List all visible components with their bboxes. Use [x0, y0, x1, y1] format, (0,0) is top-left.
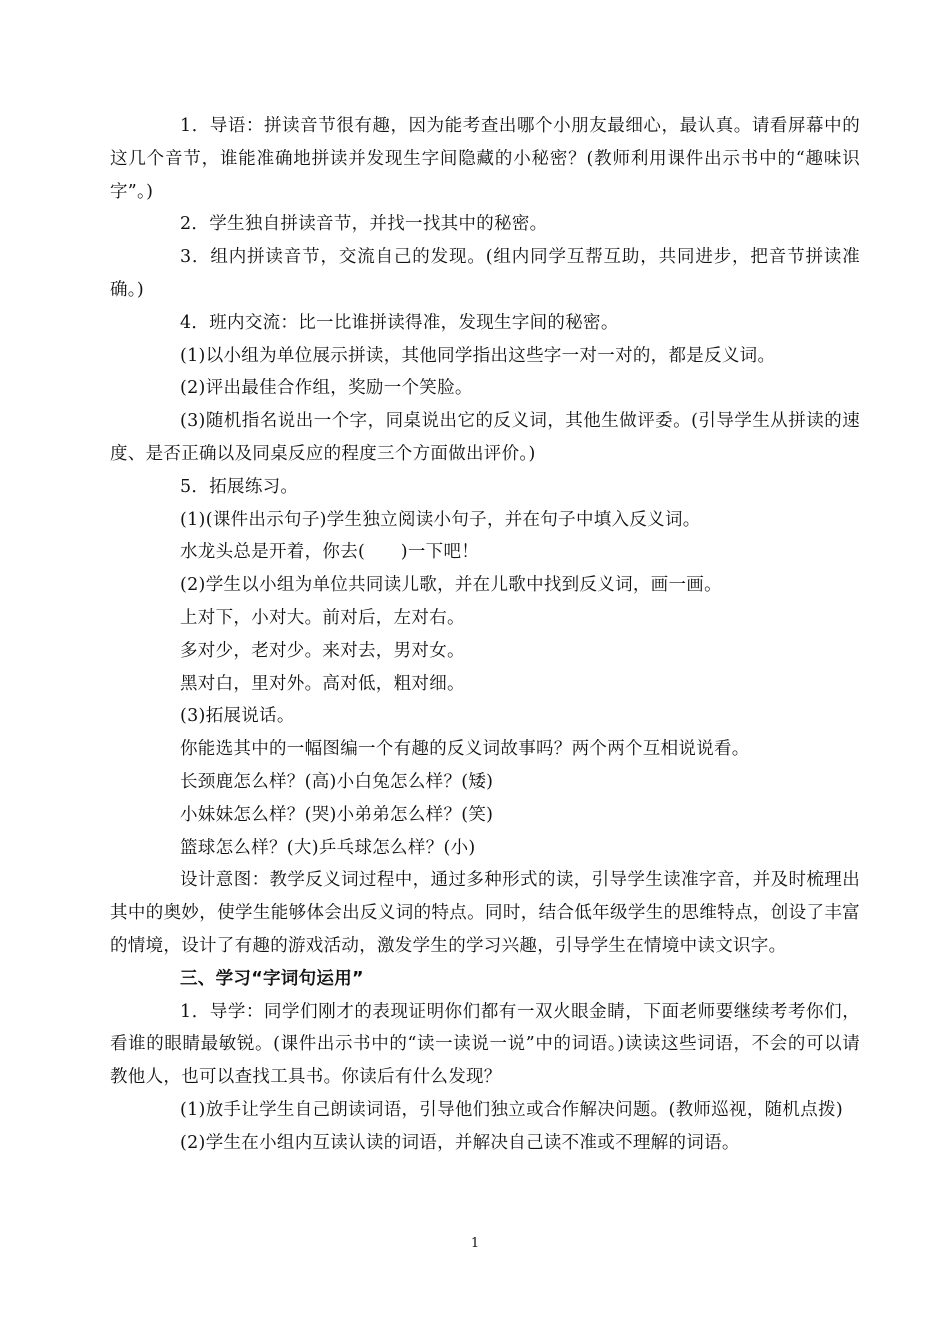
section-heading: 三、学习“字词句运用”	[180, 968, 364, 989]
paragraph-step-5-item-3: (3)拓展说话。	[180, 706, 295, 727]
paragraph-step-5-item-2: (2)学生以小组为单位共同读儿歌，并在儿歌中找到反义词，画一画。	[180, 575, 722, 596]
paragraph-design-intent: 设计意图：教学反义词过程中，通过多种形式的读，引导学生读准字音，并及时梳理出其中的奥妙，使学生能够体会出反义词的特点。同时，结合低年级学生的思维特点，创设了丰富的情境，设计了有趣的游戏活动，激发学生的学习兴趣，引导学生在情境中读文识字。	[110, 870, 860, 956]
paragraph-rhyme-line-3: 黑对白，里对外。高对低，粗对细。	[180, 673, 465, 694]
paragraph-step-5: 5．拓展练习。	[180, 476, 299, 497]
paragraph-question-3: 篮球怎么样？(大)乒乓球怎么样？(小)	[180, 837, 476, 858]
paragraph-question-2: 小妹妹怎么样？(哭)小弟弟怎么样？(笑)	[180, 804, 494, 825]
paragraph-step-2: 2．学生独自拼读音节，并找一找其中的秘密。	[180, 214, 548, 235]
document-body	[110, 110, 860, 1160]
paragraph-step-3: 3．组内拼读音节，交流自己的发现。(组内同学互帮互助，共同进步，把音节拼读准确。)	[110, 247, 860, 300]
paragraph-intro-step-1: 1．导语：拼读音节很有趣，因为能考查出哪个小朋友最细心，最认真。请看屏幕中的这几个音节，谁能准确地拼读并发现生字间隐藏的小秘密？(教师利用课件出示书中的“趣味识字”。)	[110, 116, 860, 202]
paragraph-step-4-item-1: (1)以小组为单位展示拼读，其他同学指出这些字一对一对的，都是反义词。	[180, 345, 776, 366]
paragraph-step-5-item-1: (1)(课件出示句子)学生独立阅读小句子，并在句子中填入反义词。	[180, 509, 701, 530]
paragraph-step-4-item-2: (2)评出最佳合作组，奖励一个笑脸。	[180, 378, 473, 399]
paragraph-guide-item-2: (2)学生在小组内互读认读的词语，并解决自己读不准或不理解的词语。	[180, 1132, 740, 1153]
paragraph-guide-step-1: 1．导学：同学们刚才的表现证明你们都有一双火眼金睛，下面老师要继续考考你们，看谁的眼睛最敏锐。(课件出示书中的“读一读说一说”中的词语。)读读这些词语，不会的可以请教他人，也可以查找工具书。你读后有什么发现？	[110, 1001, 860, 1088]
paragraph-fill-in-sentence: 水龙头总是开着，你去( )一下吧！	[180, 542, 480, 563]
paragraph-rhyme-line-2: 多对少，老对少。来对去，男对女。	[180, 640, 465, 661]
paragraph-question-1: 长颈鹿怎么样？(高)小白兔怎么样？(矮)	[180, 771, 494, 792]
paragraph-step-4-item-3: (3)随机指名说出一个字，同桌说出它的反义词，其他生做评委。(引导学生从拼读的速度、是否正确以及同桌反应的程度三个方面做出评价。)	[110, 411, 860, 464]
page-number: 1	[470, 1236, 480, 1251]
paragraph-step-4: 4．班内交流：比一比谁拼读得准，发现生字间的秘密。	[180, 312, 619, 333]
paragraph-guide-item-1: (1)放手让学生自己朗读词语，引导他们独立或合作解决问题。(教师巡视，随机点拨)	[180, 1099, 843, 1120]
paragraph-story-prompt: 你能选其中的一幅图编一个有趣的反义词故事吗？两个两个互相说说看。	[180, 739, 750, 760]
paragraph-rhyme-line-1: 上对下，小对大。前对后，左对右。	[180, 607, 465, 628]
